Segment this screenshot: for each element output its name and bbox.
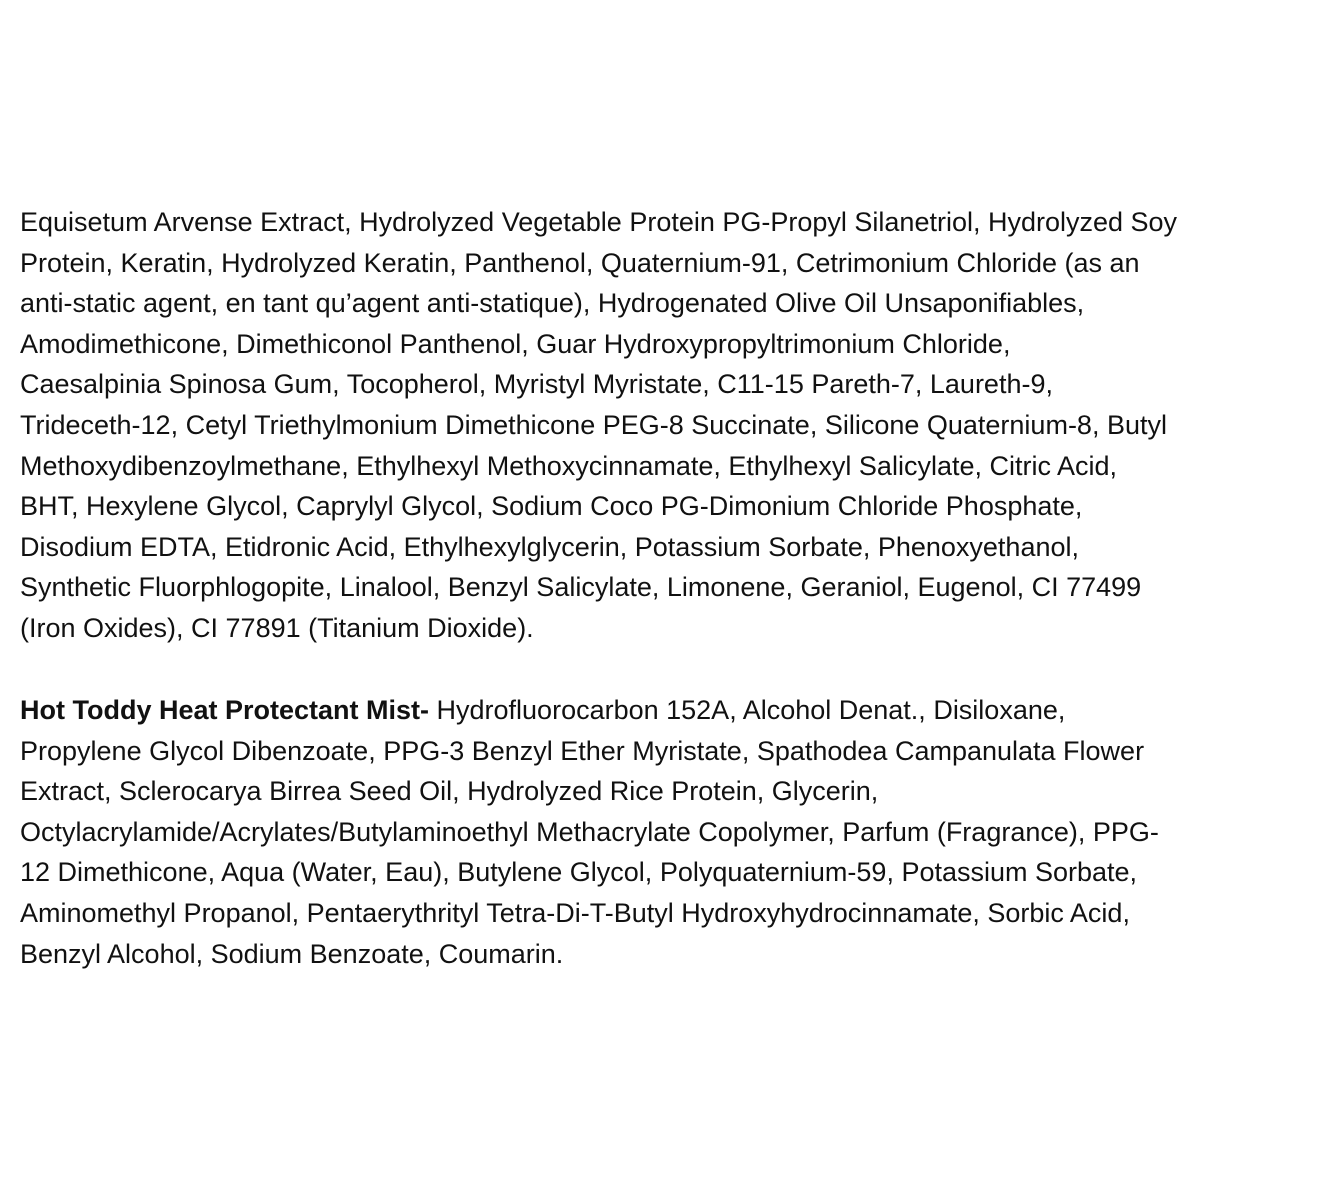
- ingredient-line-first: [20, 690, 1159, 731]
- ingredient-line: BHT, Hexylene Glycol, Caprylyl Glycol, Sodium Coco PG-Dimonium Chloride Phosphate,: [20, 491, 1083, 522]
- ingredient-line: Trideceth-12, Cetyl Triethylmonium Dimethicone PEG-8 Succinate, Silicone Quaternium-8, Butyl: [20, 409, 1167, 440]
- ingredient-line: Methoxydibenzoylmethane, Ethylhexyl Methoxycinnamate, Ethylhexyl Salicylate, Citric Acid,: [20, 450, 1118, 481]
- ingredient-line: Disodium EDTA, Etidronic Acid, Ethylhexylglycerin, Potassium Sorbate, Phenoxyethanol,: [20, 531, 1079, 562]
- ingredients-list-heat-protectant: [20, 690, 1159, 974]
- ingredient-line: Protein, Keratin, Hydrolyzed Keratin, Panthenol, Quaternium-91, Cetrimonium Chloride (as an: [20, 247, 1140, 278]
- ingredient-line: Benzyl Alcohol, Sodium Benzoate, Coumarin.: [20, 938, 564, 969]
- ingredient-line: Amodimethicone, Dimethiconol Panthenol, Guar Hydroxypropyltrimonium Chloride,: [20, 328, 1011, 359]
- ingredients-list-conditioner: [20, 202, 1177, 649]
- product-name-heading: Hot Toddy Heat Protectant Mist-: [20, 695, 430, 725]
- ingredient-line: Aminomethyl Propanol, Pentaerythrityl Tetra-Di-T-Butyl Hydroxyhydrocinnamate, Sorbic Acid,: [20, 897, 1130, 928]
- ingredient-line: 12 Dimethicone, Aqua (Water, Eau), Butylene Glycol, Polyquaternium-59, Potassium Sorbate,: [20, 857, 1138, 888]
- ingredient-line: Caesalpinia Spinosa Gum, Tocopherol, Myristyl Myristate, C11-15 Pareth-7, Laureth-9,: [20, 369, 1053, 400]
- ingredient-line: (Iron Oxides), CI 77891 (Titanium Dioxide).: [20, 612, 534, 643]
- ingredient-line: anti-static agent, en tant qu’agent anti-statique), Hydrogenated Olive Oil Unsaponifiables,: [20, 288, 1085, 319]
- ingredient-line: Synthetic Fluorphlogopite, Linalool, Benzyl Salicylate, Limonene, Geraniol, Eugenol, CI 77499: [20, 572, 1142, 603]
- ingredient-line: Octylacrylamide/Acrylates/Butylaminoethyl Methacrylate Copolymer, Parfum (Fragrance), PPG-: [20, 816, 1159, 847]
- ingredient-line: Extract, Sclerocarya Birrea Seed Oil, Hydrolyzed Rice Protein, Glycerin,: [20, 776, 879, 807]
- ingredient-line: Equisetum Arvense Extract, Hydrolyzed Vegetable Protein PG-Propyl Silanetriol, Hydrolyzed Soy: [20, 207, 1178, 237]
- ingredient-line: Propylene Glycol Dibenzoate, PPG-3 Benzyl Ether Myristate, Spathodea Campanulata Flower: [20, 735, 1145, 766]
- ingredient-text: Hydrofluorocarbon 152A, Alcohol Denat., Disiloxane,: [429, 695, 1066, 725]
